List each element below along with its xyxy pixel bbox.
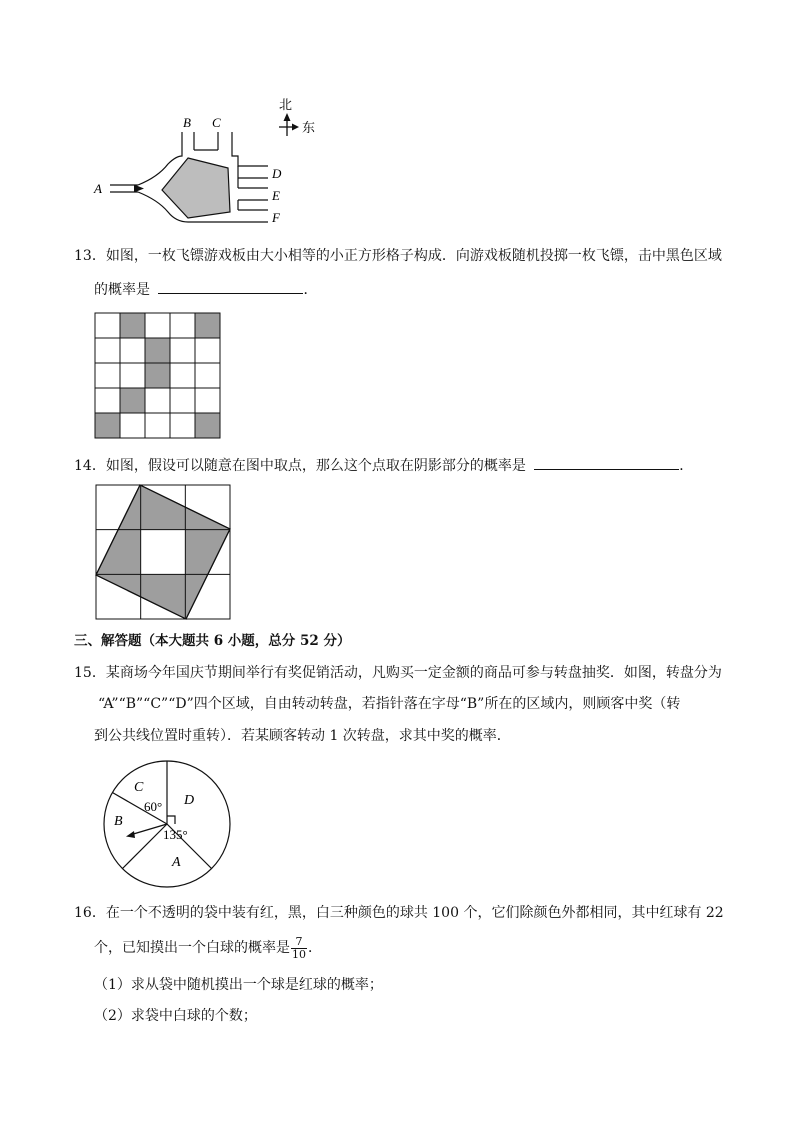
answer-blank-14[interactable] [534, 455, 679, 470]
label-f: F [272, 210, 280, 225]
angle-60-label: 60° [144, 799, 163, 814]
question-16-sub1: （1）求从袋中随机摸出一个球是红球的概率； [94, 977, 383, 993]
pentagon-shape [162, 158, 230, 218]
spinner-label-b: B [114, 814, 123, 829]
question-13-text: 如图，一枚飞镖游戏板由大小相等的小正方形格子构成．向游戏板随机投掷一枚飞镖，击中黑色区域 [105, 248, 722, 264]
road-figure [88, 92, 338, 237]
question-15-line1: 15．某商场今年国庆节期间举行有奖促销活动，凡购买一定金额的商品可参与转盘抽奖．如图，转盘分为 [74, 665, 722, 681]
spinner-label-a: A [172, 855, 181, 870]
compass-north-label: 北 [279, 97, 293, 112]
question-14-line: 14．如图，假设可以随意在图中取点，那么这个点取在阴影部分的概率是 ． [74, 455, 693, 476]
question-16-line2: 个，已知摸出一个白球的概率是 $\frac{7}{10}$ ． [94, 934, 322, 961]
spinner-label-c: C [134, 780, 144, 795]
question-14-text: 如图，假设可以随意在图中取点，那么这个点取在阴影部分的概率是 [105, 458, 526, 474]
label-e: E [272, 188, 280, 203]
tilted-square-figure [95, 484, 232, 621]
compass-icon [279, 113, 299, 136]
dart-board-grid [94, 312, 222, 440]
answer-blank-13[interactable] [158, 279, 303, 294]
probability-fraction: $\frac{7}{10}$ [292, 934, 306, 961]
question-13-line2: 的概率是 ． [94, 279, 317, 300]
question-13-line1 [74, 246, 722, 266]
compass-east-label: 东 [302, 120, 316, 135]
question-14-number: 14． [74, 458, 106, 474]
label-c: C [212, 115, 221, 130]
question-15-number: 15． [74, 665, 106, 681]
label-b: B [183, 115, 191, 130]
question-15-line3: 到公共线位置时重转）．若某顾客转动 1 次转盘，求其中奖的概率． [94, 728, 511, 744]
angle-135-label: 135° [163, 827, 188, 842]
spinner-label-d: D [184, 793, 195, 808]
question-16-number: 16． [74, 905, 106, 921]
question-13-prompt: 的概率是 [94, 282, 150, 298]
spinner-figure [102, 759, 232, 889]
label-a: A [94, 181, 102, 196]
question-16-line1: 16．在一个不透明的袋中装有红，黑，白三种颜色的球共 100 个，它们除颜色外都相同，其中红球有 22 [74, 905, 724, 921]
question-13-number: 13． [74, 248, 106, 264]
question-15-line2: “A”“B”“C”“D”四个区域，自由转动转盘，若指针落在字母“B”所在的区域内，则顾客中奖（转 [98, 696, 681, 712]
label-d: D [272, 166, 282, 181]
question-16-sub2: （2）求袋中白球的个数； [94, 1008, 257, 1024]
section-3-heading: 三、解答题（本大题共 6 小题，总分 52 分） [74, 633, 351, 649]
